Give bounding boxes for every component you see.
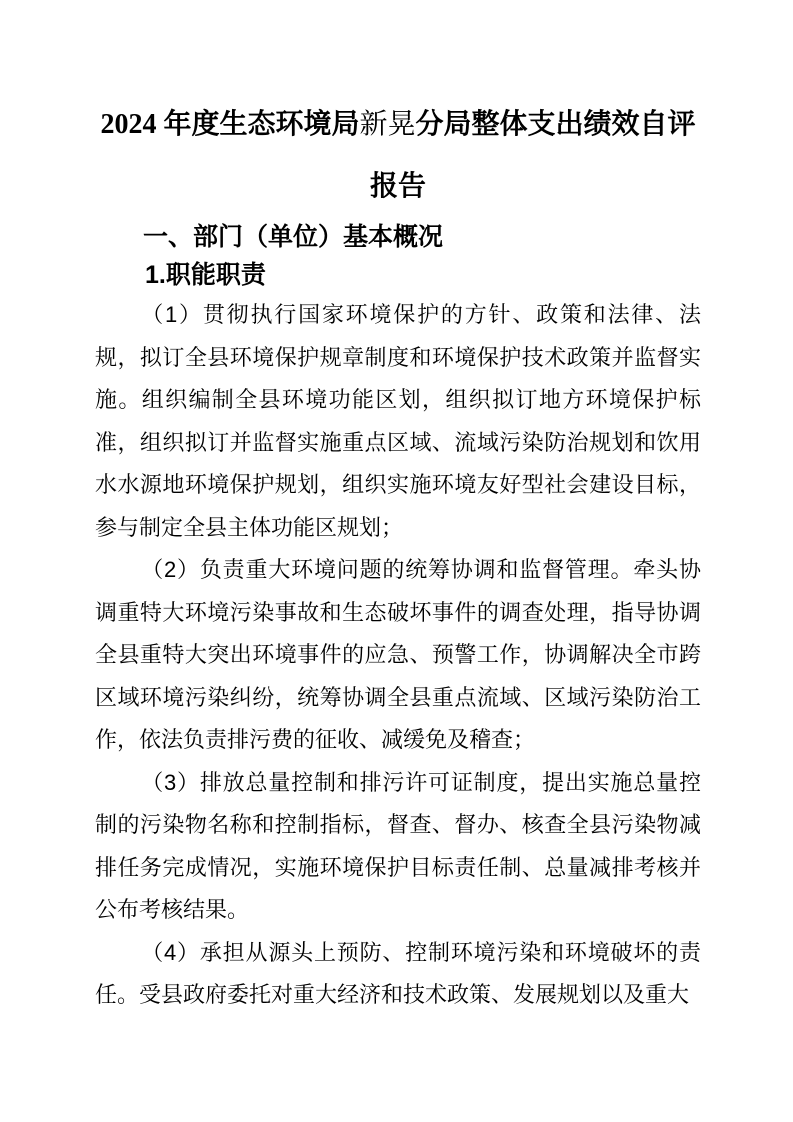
section-heading-basic-overview: 一、部门（单位）基本概况 [143, 223, 444, 251]
title-text-regular-segment: 新晃 [359, 109, 416, 140]
document-title [95, 94, 701, 218]
document-body [95, 294, 701, 1017]
paragraph-duty-1: （1）贯彻执行国家环境保护的方针、政策和法律、法规，拟订全县环境保护规章制度和环境保护技术政策并监督实施。组织编制全县环境功能区划，组织拟订地方环境保护标准，组织拟订并监督实施重点区域、流域污染防治规划和饮用水水源地环境保护规划，组织实施环境友好型社会建设目标，参与制定全县主体功能区规划； [95, 302, 701, 540]
paragraph-duty-2: （2）负责重大环境问题的统筹协调和监督管理。牵头协调重特大环境污染事故和生态破坏事件的调查处理，指导协调全县重特大突出环境事件的应急、预警工作，协调解决全市跨区域环境污染纠纷，统筹协调全县重点流域、区域污染防治工作，依法负责排污费的征收、减缓免及稽查； [95, 557, 701, 752]
subsection-heading-duties: 1.职能职责 [145, 261, 266, 289]
paragraph-duty-3: （3）排放总量控制和排污许可证制度，提出实施总量控制的污染物名称和控制指标，督查、督办、核查全县污染物减排任务完成情况，实施环境保护目标责任制、总量减排考核并公布考核结果。 [95, 769, 701, 922]
title-text-bold-prefix: 2024 年度生态环境局 [100, 109, 360, 140]
document-title-line2: 报告 [369, 171, 426, 202]
title-text-bold-suffix: 分局整体支出绩效自评 [415, 109, 696, 140]
document-title-line1 [95, 94, 701, 156]
paragraph-duty-4: （4）承担从源头上预防、控制环境污染和环境破坏的责任。受县政府委托对重大经济和技术政策、发展规划以及重大 [95, 939, 701, 1007]
